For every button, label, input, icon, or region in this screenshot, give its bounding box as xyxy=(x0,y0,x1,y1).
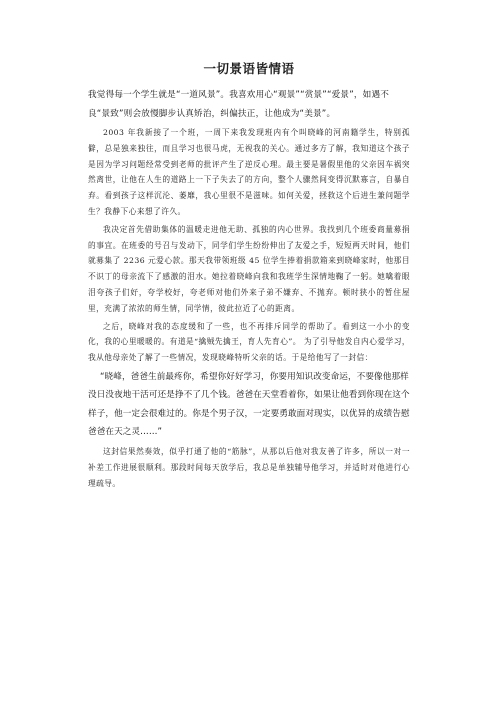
body-paragraph-2: 我决定首先借助集体的温暖走进他无助、孤独的内心世界。我找到几个班委商量募捐的事宜。在班委的号召与发动下，同学们学生纷纷伸出了友爱之手，短短两天时间，他们就募集了 2236 元爱心款。那天我带领班级 45 位学生捧着捐款箱来到晓峰家时，他那目不识丁的母亲流下了感激的泪水。她拉着晓峰向我和我班学生深情地鞠了一躬。她噙着眼泪夸孩子们好，夸学校好，夸老师对他们外来子弟不嫌弃、不抛弃。顿时狭小的暂住屋里，充满了浓浓的师生情，同学情，彼此拉近了心的距离。 xyxy=(88,224,410,313)
body-paragraph-1: 2003 年我新接了一个班，一周下来我发现班内有个叫晓峰的河南籍学生，特别孤僻，总是独来独往，而且学习也很马虎，无视我的关心。通过多方了解，我知道这个孩子是因为学习问题经常受到老师的批评产生了逆反心理。最主要是暑假里他的父亲因车祸突然离世，让他在人生的道路上一下子失去了的方向，整个人骤然间变得沉默寡言，自暴自弃。看到孩子这样沉沦、萎靡，我心里很不是滋味。如何关爱，拯救这个后进生兼问题学生？我静下心来想了许久。 xyxy=(88,128,410,216)
document-page xyxy=(88,60,410,491)
letter-quote: “晓峰，爸爸生前最疼你，希望你好好学习，你要用知识改变命运，不要像他那样没日没夜地干活可还是挣不了几个钱。爸爸在天堂看着你，如果让他看到你现在这个样子，他一定会很难过的。你是个男子汉，一定要勇敢面对现实，以优异的成绩告慰爸爸在天之灵……” xyxy=(88,371,410,438)
lead-paragraph: 我觉得每一个学生就是“一道风景”。我喜欢用心“观景”“赏景”“爱景”，如遇不良“景致”则会放慢脚步认真矫治，纠偏扶正，让他成为“美景”。 xyxy=(88,90,390,119)
body-paragraph-3: 之后，晓峰对我的态度缓和了一些，也不再排斥同学的帮助了。看到这一小小的变化，我的心里暖暖的。有道是“擒贼先擒王，育人先育心”。 为了引导他发自内心爱学习，我从他母亲处了解了一些情况，发现晓峰特听父亲的话。于是给他写了一封信： xyxy=(88,321,410,363)
closing-paragraph: 这封信果然奏效，似乎打通了他的“筋脉”，从那以后他对我友善了许多，所以一对一补差工作进展很顺利。那段时间每天放学后，我总是单独辅导他学习，并适时对他进行心理疏导。 xyxy=(88,446,410,488)
document-title: 一切景语皆情语 xyxy=(203,61,295,76)
